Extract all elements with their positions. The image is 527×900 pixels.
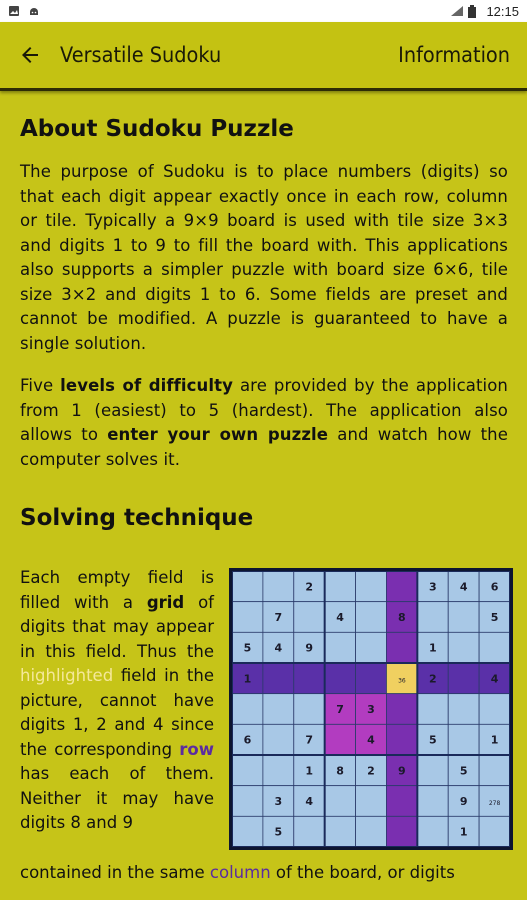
board-cell <box>448 632 479 663</box>
board-cell <box>356 663 387 694</box>
board-digit: 3 <box>367 703 375 716</box>
board-cell <box>356 816 387 847</box>
board-digit: 2 <box>367 764 375 778</box>
board-digit: 1 <box>243 672 252 686</box>
board-cell <box>294 816 325 847</box>
board-cell <box>417 755 448 786</box>
board-cell <box>294 663 325 694</box>
board-cell <box>479 816 510 847</box>
column-word: column <box>209 863 271 882</box>
difficulty-emphasis: levels of difficulty <box>60 376 233 395</box>
board-cell <box>417 602 448 633</box>
back-button[interactable] <box>0 22 60 88</box>
board-svg <box>232 571 510 847</box>
board-cell <box>479 694 510 725</box>
board-digit: 36 <box>398 677 406 685</box>
board-cell <box>232 694 263 725</box>
highlighted-word: highlighted <box>20 666 114 685</box>
board-digit: 9 <box>459 795 468 808</box>
board-cell <box>325 663 356 694</box>
image-notification-icon <box>8 5 20 17</box>
board-digit: 2 <box>305 580 314 594</box>
board-digit: 6 <box>243 733 252 747</box>
board-digit: 4 <box>274 641 283 655</box>
text-run: contained in the same <box>20 863 210 882</box>
board-cell <box>479 755 510 786</box>
arrow-left-icon <box>18 43 42 67</box>
board-digit: 1 <box>459 825 468 839</box>
board-cell <box>325 724 356 755</box>
enter-puzzle-emphasis: enter your own puzzle <box>107 425 329 444</box>
app-bar <box>0 22 527 91</box>
row-word: row <box>179 739 214 759</box>
grid-emphasis: grid <box>146 592 185 612</box>
board-cell <box>448 602 479 633</box>
information-tab[interactable]: Information <box>398 43 511 67</box>
board-cell <box>325 632 356 663</box>
about-section <box>20 100 508 490</box>
board-cell <box>232 816 263 847</box>
about-heading: About Sudoku Puzzle <box>20 116 294 142</box>
board-digit: 4 <box>336 611 344 624</box>
clock: 12:15 <box>486 3 519 19</box>
text-run: are provided by the application from 1 (easiest) to 5 (hardest). The application also allows to <box>20 376 508 444</box>
solving-paragraph-continued <box>20 861 508 886</box>
board-cell <box>325 816 356 847</box>
board-digit: 5 <box>274 825 283 839</box>
board-digit: 278 <box>488 800 501 807</box>
solving-heading: Solving technique <box>20 505 254 531</box>
android-notification-icon <box>28 5 40 17</box>
board-cell <box>356 602 387 633</box>
board-cell <box>386 694 417 725</box>
board-digit: 5 <box>490 611 499 624</box>
board-digit: 7 <box>305 733 314 747</box>
signal-icon <box>450 5 462 17</box>
board-cell <box>263 571 294 602</box>
board-cell <box>417 786 448 817</box>
board-digit: 5 <box>428 733 437 747</box>
text-run: Each empty field is filled with a <box>20 568 214 612</box>
board-digit: 8 <box>398 611 406 624</box>
about-paragraph-2 <box>20 374 508 472</box>
board-cell <box>448 663 479 694</box>
board-cell <box>232 755 263 786</box>
app-title: Versatile Sudoku <box>60 43 222 67</box>
board-cell <box>232 602 263 633</box>
board-digit: 4 <box>459 580 468 594</box>
board-cell <box>325 571 356 602</box>
board-digit: 4 <box>490 672 499 686</box>
board-cell <box>356 571 387 602</box>
about-paragraph-1: The purpose of Sudoku is to place numbers (digits) so that each digit appear exactly once in each row, column or tile. Typically a 9×9 board is used with tile size 3×3 and digits 1 to 9 to fill the board with. This applications also supports a simpler puzzle with board size 6×6, tile size 3×2 and digits 1 to 6. Some fields are preset and cannot be modified. A puzzle is guaranteed to have a single solution. <box>20 162 508 353</box>
board-digit: 5 <box>243 641 252 655</box>
board-digit: 8 <box>336 764 344 778</box>
board-cell <box>448 724 479 755</box>
board-digit: 1 <box>305 764 314 778</box>
board-cell <box>386 632 417 663</box>
board-cell <box>263 663 294 694</box>
board-cell <box>448 694 479 725</box>
board-cell <box>417 816 448 847</box>
board-digit: 1 <box>490 733 499 747</box>
board-digit: 4 <box>367 733 375 747</box>
text-run: of digits that may appear in this field. Thus the <box>20 592 214 661</box>
board-digit: 1 <box>428 641 437 655</box>
board-cell <box>232 571 263 602</box>
board-cell <box>356 632 387 663</box>
text-run: has each of them. Neither it may have digits 8 and 9 <box>20 764 214 832</box>
board-digit: 4 <box>305 795 314 808</box>
board-digit: 3 <box>428 580 437 594</box>
board-cell <box>479 632 510 663</box>
board-digit: 9 <box>305 641 314 655</box>
board-digit: 7 <box>274 611 283 624</box>
board-cell <box>386 724 417 755</box>
text-run: Five <box>20 376 61 395</box>
board-cell <box>386 786 417 817</box>
board-digit: 5 <box>459 764 468 778</box>
board-cell <box>325 786 356 817</box>
board-digit: 7 <box>336 703 344 716</box>
board-cell <box>386 571 417 602</box>
sudoku-board-illustration <box>229 568 513 850</box>
board-cell <box>417 694 448 725</box>
board-digit: 6 <box>490 580 499 594</box>
status-bar <box>0 0 527 22</box>
board-cell <box>294 602 325 633</box>
text-run: and watch how the computer solves it. <box>20 425 508 469</box>
board-cell <box>232 786 263 817</box>
text-run: field in the picture, cannot have digits 1, 2 and 4 since the corresponding <box>20 666 214 759</box>
board-cell <box>263 724 294 755</box>
board-digit: 3 <box>274 795 283 808</box>
board-cell <box>386 816 417 847</box>
battery-icon <box>468 5 480 17</box>
board-digit: 9 <box>398 764 406 778</box>
board-digit: 2 <box>428 672 437 686</box>
board-cell <box>263 694 294 725</box>
text-run: of the board, or digits <box>270 863 455 882</box>
board-cell <box>294 694 325 725</box>
board-cell <box>263 755 294 786</box>
board-cell <box>356 786 387 817</box>
solving-paragraph <box>20 566 214 836</box>
